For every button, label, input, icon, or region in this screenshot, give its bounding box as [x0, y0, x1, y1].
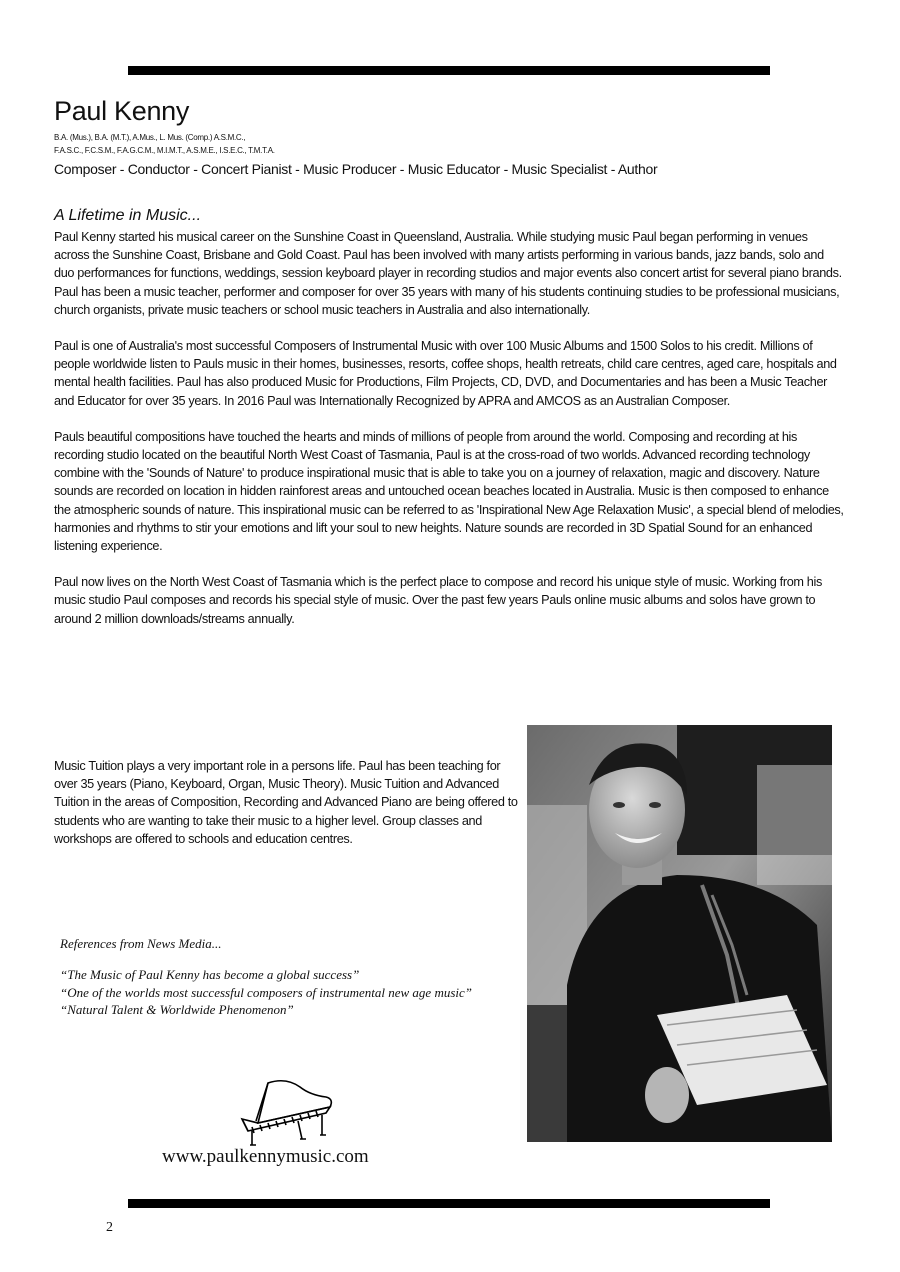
page-title: Paul Kenny	[54, 96, 190, 126]
roles-line: Composer - Conductor - Concert Pianist - Music Producer - Music Educator - Music Specialist - Author	[54, 161, 658, 177]
piano-logo-icon	[238, 1075, 338, 1147]
bio-paragraph-3: Pauls beautiful compositions have touched the hearts and minds of millions of people from around the world. Composing and recording at his recording studio located on the beautiful North West Coast of Tasmania, Paul is at the cross-road of two worlds. Advanced recording technology combine with the 'Sounds of Nature' to produce inspirational music that is able to take you on a journey of relaxation, magic and discovery. Nature sounds are recorded on location in hidden rainforest areas and untouched ocean beaches located in Australia. Music is then composed to enhance the atmospheric sounds of nature. This inspirational music can be referred to as 'Inspirational New Age Relaxation Music', a special blend of melodies, harmonies and rhythms to stir your emotions and lift your soul to new heights. Nature sounds are recorded in 3D Spatial Sound for an enhanced listening experience.	[54, 429, 844, 554]
reference-quote: “Natural Talent & Worldwide Phenomenon”	[60, 1002, 294, 1017]
section-title: A Lifetime in Music...	[54, 207, 202, 224]
website-link[interactable]: www.paulkennymusic.com	[162, 1146, 369, 1167]
bio-paragraph-2: Paul is one of Australia's most successful Composers of Instrumental Music with over 100 Music Albums and 1500 Solos to his credit. Millions of people worldwide listen to Pauls music in their homes, businesses, resorts, coffee shops, health retreats, child care centres, aged care, hospitals and mental health facilities. Paul has also produced Music for Productions, Film Projects, CD, DVD, and Documentaries and has been a Music Teacher and Educator for over 35 years. In 2016 Paul was Internationally Recognized by APRA and AMCOS as an Australian Composer.	[54, 339, 837, 408]
qualifications-line-2: F.A.S.C., F.C.S.M., F.A.G.C.M., M.I.M.T., A.S.M.E., I.S.E.C., T.M.T.A.	[54, 146, 275, 155]
portrait-photo	[527, 725, 832, 1142]
top-rule	[128, 66, 770, 75]
portrait-photo-graphic	[527, 725, 832, 1142]
qualifications-line-1: B.A. (Mus.), B.A. (M.T.), A.Mus., L. Mus. (Comp.) A.S.M.C.,	[54, 133, 246, 142]
bottom-rule	[128, 1199, 770, 1208]
page-number: 2	[106, 1220, 113, 1235]
bio-paragraph-4: Paul now lives on the North West Coast of Tasmania which is the perfect place to compose and record his unique style of music. Working from his music studio Paul composes and records his special style of music. Over the past few years Pauls online music albums and solos have grown to around 2 million downloads/streams annually.	[54, 575, 822, 626]
reference-quote: “The Music of Paul Kenny has become a global success”	[60, 967, 360, 982]
tuition-paragraph: Music Tuition plays a very important role in a persons life. Paul has been teaching for over 35 years (Piano, Keyboard, Organ, Music Theory). Music Tuition and Advanced Tuition in the areas of Composition, Recording and Advanced Piano are being offered to students who are wanting to take their music to a higher level. Group classes and workshops are offered to schools and education centres.	[54, 759, 518, 846]
bio-paragraph-1: Paul Kenny started his musical career on the Sunshine Coast in Queensland, Australia. While studying music Paul began performing in venues across the Sunshine Coast, Brisbane and Gold Coast. Paul has been involved with many artists performing in various bands, jazz bands, solo and duo performances for functions, weddings, session keyboard player in recording studios and major events also concert artist for several piano brands. Paul has been a music teacher, performer and composer for over 35 years with many of his students continuing studies to be professional musicians, church organists, private music teachers or school music teachers in Australia and also internationally.	[54, 230, 842, 317]
bio-section	[54, 228, 844, 646]
qualifications	[54, 131, 275, 157]
references-section	[60, 936, 472, 1019]
reference-quote: “One of the worlds most successful composers of instrumental new age music”	[60, 984, 473, 1000]
references-heading: References from News Media...	[60, 936, 222, 951]
